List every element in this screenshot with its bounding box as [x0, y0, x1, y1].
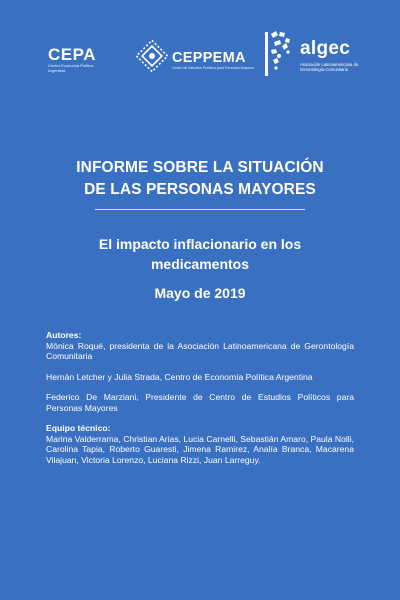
author-entry: Mónica Roqué, presidenta de la Asociación Latinoamericana de Gerontología Comunitaria	[46, 340, 354, 361]
report-title-line-2: DE LAS PERSONAS MAYORES	[84, 181, 316, 198]
team-label: Equipo técnico:	[46, 423, 111, 433]
report-subtitle-line-1: El impacto inflacionario en los	[98, 236, 302, 252]
algec-logo-name: algec	[300, 38, 351, 59]
logos-row	[40, 28, 360, 88]
team-members: Marina Valderrama, Christian Arias, Lucia Carnelli, Sebastián Amaro, Paula Nolli, Carolina Tapia, Roberto Guaresti, Jimena Ramirez, Analía Branca, Macarena Vilajuan, Victoria Lorenzo, Luciana Rizzi, Juan Larreguy.	[46, 433, 354, 465]
algec-tree-icon	[262, 28, 298, 80]
title-divider	[95, 209, 305, 210]
author-entry: Federico De Marziani, Presidente de Centro de Estudios Políticos para Personas Mayores	[46, 392, 354, 413]
ceppema-logo-subtitle: Centro de Estudios Políticos para Personas Mayores	[172, 66, 255, 70]
algec-logo	[262, 28, 362, 86]
credits-block	[46, 330, 354, 465]
ceppema-logo-name: CEPPEMA	[172, 50, 246, 66]
report-subtitle	[0, 234, 400, 274]
report-subtitle-line-2: medicamentos	[150, 256, 250, 272]
author-entry: Hernán Letcher y Julia Strada, Centro de Economía Política Argentina	[46, 371, 313, 382]
report-title	[0, 157, 400, 201]
algec-logo-subtitle: Asociación Latinoamericana de Gerontología Comunitaria	[300, 62, 359, 72]
cepa-logo-subtitle: Centro Economía Política Argentina	[48, 63, 94, 73]
cepa-logo	[48, 46, 108, 73]
report-title-line-1: INFORME SOBRE LA SITUACIÓN	[76, 159, 324, 176]
cepa-logo-name: CEPA	[48, 45, 96, 64]
ceppema-emblem-icon	[136, 40, 168, 72]
report-date: Mayo de 2019	[154, 285, 246, 301]
authors-label: Autores:	[46, 330, 82, 340]
ceppema-logo	[136, 38, 256, 82]
